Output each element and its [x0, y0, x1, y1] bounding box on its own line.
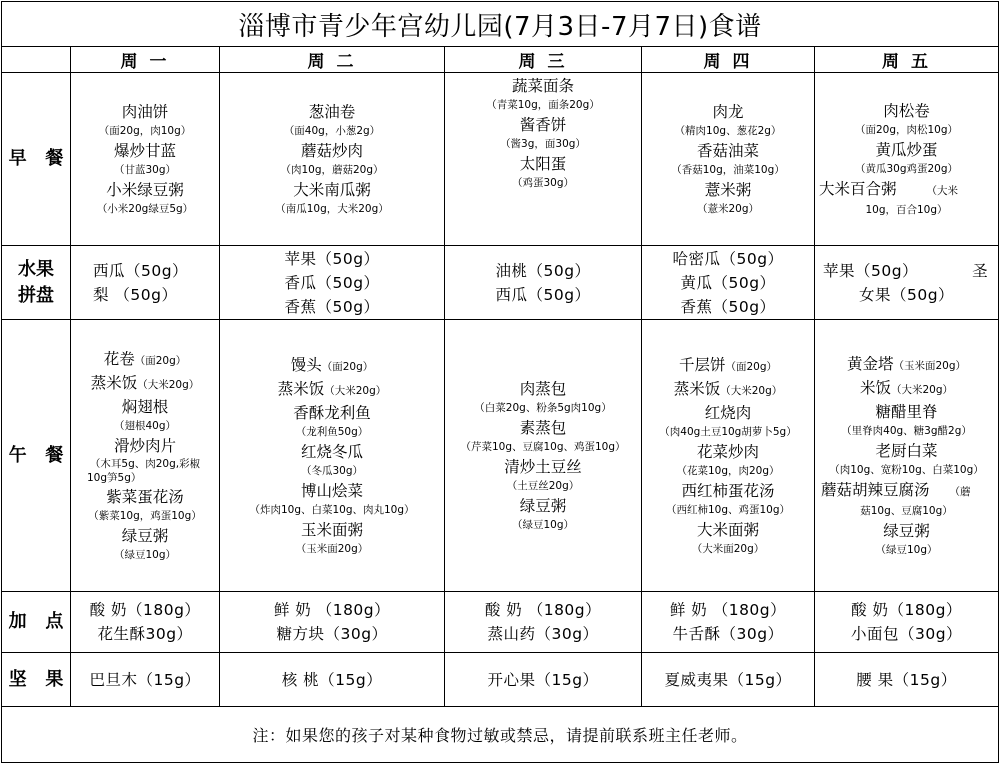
dish-name: 花菜炒肉 — [696, 442, 759, 461]
dish-name: 蒸米饭 — [673, 379, 721, 398]
lunch-wed — [445, 320, 642, 592]
nut-mon — [71, 653, 220, 707]
dish-name: 太阳蛋 — [519, 155, 567, 173]
dish-name: 葱油卷 — [308, 102, 356, 121]
snack-item: 酸 奶（180g） — [89, 601, 201, 619]
dish-ingredients: （面20g） — [725, 360, 778, 373]
fruit-fri — [815, 246, 999, 320]
dish-ingredients: （小米20g绿豆5g） — [96, 202, 194, 215]
nut-item: 夏威夷果（15g） — [664, 670, 792, 689]
dish-name: 绿豆粥 — [121, 526, 169, 545]
snack-item: 酸 奶 （180g） — [484, 601, 602, 619]
breakfast-fri — [815, 73, 999, 246]
snack-item: 花生酥30g） — [97, 625, 193, 643]
dish-ingredients: （面20g） — [321, 360, 374, 373]
dish-name: 红烧肉 — [704, 403, 752, 422]
dish-name: 肉油饼 — [121, 102, 169, 121]
fruit-thu — [642, 246, 815, 320]
fruit-mon — [71, 246, 220, 320]
dish-name: 爆炒甘蓝 — [113, 141, 176, 160]
dish-ingredients: （青菜10g，面条20g） — [486, 99, 600, 111]
dish-line — [815, 178, 998, 202]
fruit-item: 黄瓜（50g） — [680, 273, 776, 292]
page-title: 淄博市青少年宫幼儿园(7月3日-7月7日)食谱 — [2, 2, 999, 47]
dish-name: 肉蒸包 — [519, 379, 567, 398]
fruit-item: 苹果（50g） — [284, 249, 380, 268]
snack-fri — [815, 592, 999, 653]
dish-name: 米饭 — [859, 378, 891, 397]
dish-name: 蔬菜面条 — [511, 77, 574, 95]
dish-ingredients: （黄瓜30g鸡蛋20g） — [854, 162, 959, 175]
snack-tue — [220, 592, 445, 653]
dish-line — [815, 479, 998, 503]
day-header-thu: 周 四 — [642, 47, 815, 73]
dish-ingredients: （玉米面20g） — [893, 359, 967, 372]
breakfast-wed — [445, 73, 642, 246]
dish-name: 蘑菇炒肉 — [300, 141, 363, 160]
dish-line — [847, 353, 966, 377]
dish-ingredients: （白菜20g、粉条5g肉10g） — [474, 401, 612, 414]
dish-name: 玉米面粥 — [300, 520, 363, 539]
dish-ingredients: （面40g，小葱2g） — [283, 124, 381, 137]
row-label-fruit: 水果 拼盘 — [2, 246, 71, 320]
dish-name: 滑炒肉片 — [113, 436, 176, 455]
dish-ingredients: （绿豆10g） — [113, 548, 177, 561]
fruit-item: 香蕉（50g） — [680, 297, 776, 316]
dish-name: 香酥龙利鱼 — [293, 403, 371, 422]
nut-fri — [815, 653, 999, 707]
fruit-item-line — [815, 259, 998, 283]
breakfast-row — [2, 73, 999, 246]
nut-row — [2, 653, 999, 707]
dish-name: 大米面粥 — [696, 520, 759, 539]
dish-ingredients: （西红柿10g、鸡蛋10g） — [665, 503, 791, 516]
fruit-wed — [445, 246, 642, 320]
dish-line — [674, 378, 783, 402]
fruit-item: 香瓜（50g） — [284, 273, 380, 292]
day-header-tue: 周 二 — [220, 47, 445, 73]
snack-wed — [445, 592, 642, 653]
dish-ingredients: （炸肉10g、白菜10g、肉丸10g） — [249, 503, 415, 516]
dish-name: 红烧冬瓜 — [300, 442, 363, 461]
dish-name: 蒸米饭 — [90, 373, 138, 392]
dish-ingredients: （大米面20g） — [691, 542, 765, 555]
dish-name: 大米南瓜粥 — [293, 180, 371, 199]
fruit-item-cont: 圣 — [972, 261, 989, 280]
dish-ingredients: （蘑 — [949, 485, 971, 498]
dish-ingredients: 10g笋5g） — [87, 471, 142, 484]
dish-name: 千层饼 — [678, 355, 726, 374]
dish-ingredients: （面20g，肉10g） — [98, 124, 192, 137]
dish-name: 西红柿蛋花汤 — [681, 481, 775, 500]
lunch-fri — [815, 320, 999, 592]
dish-ingredients: （芹菜10g、豆腐10g、鸡蛋10g） — [460, 440, 626, 453]
day-header-row — [2, 47, 999, 73]
nut-item: 腰 果（15g） — [856, 670, 957, 689]
dish-name: 博山烩菜 — [300, 481, 363, 500]
allergy-note: 注：如果您的孩子对某种食物过敏或禁忌，请提前联系班主任老师。 — [2, 707, 999, 763]
dish-line — [104, 348, 187, 372]
dish-ingredients: （酱3g，面30g） — [500, 138, 586, 150]
nut-item: 开心果（15g） — [487, 670, 599, 689]
dish-ingredients: （肉10g、宽粉10g、白菜10g） — [829, 463, 984, 476]
dish-ingredients: （翅根40g） — [113, 419, 177, 432]
note-row — [2, 707, 999, 763]
dish-name: 肉松卷 — [883, 101, 930, 120]
dish-line — [91, 372, 200, 396]
dish-name: 素蒸包 — [519, 418, 567, 437]
dish-ingredients: （木耳5g、肉20g,彩椒 — [89, 457, 201, 470]
lunch-tue — [220, 320, 445, 592]
dish-name: 焖翅根 — [121, 397, 169, 416]
dish-line — [860, 377, 953, 401]
fruit-item-cont: 女果（50g） — [858, 285, 955, 304]
dish-name: 花卷 — [103, 349, 135, 368]
dish-ingredients: （大米 — [926, 184, 959, 197]
fruit-item: 苹果（50g） — [823, 261, 919, 280]
nut-tue — [220, 653, 445, 707]
dish-name: 清炒土豆丝 — [504, 457, 582, 476]
dish-ingredients: 菇10g、豆腐10g） — [860, 504, 953, 517]
dish-ingredients: （大米20g） — [720, 384, 783, 397]
dish-ingredients: （香菇10g，油菜10g） — [671, 163, 785, 176]
dish-ingredients: 10g，百合10g） — [865, 203, 948, 216]
dish-ingredients: （绿豆10g） — [511, 518, 575, 531]
row-label-lunch: 午 餐 — [2, 320, 71, 592]
dish-ingredients: （大米20g） — [890, 383, 954, 396]
dish-name: 绿豆粥 — [883, 521, 930, 540]
snack-item: 糖方块（30g） — [276, 625, 388, 643]
lunch-mon — [71, 320, 220, 592]
fruit-item: 哈密瓜（50g） — [672, 249, 784, 268]
dish-name: 绿豆粥 — [519, 496, 567, 515]
snack-thu — [642, 592, 815, 653]
snack-item: 酸 奶（180g） — [851, 601, 962, 619]
dish-name: 大米百合粥 — [819, 179, 897, 198]
row-label-nut: 坚 果 — [2, 653, 71, 707]
dish-ingredients: （鸡蛋30g） — [511, 177, 575, 189]
nut-item: 巴旦木（15g） — [89, 670, 201, 689]
nut-thu — [642, 653, 815, 707]
snack-item: 鲜 奶 （180g） — [273, 601, 391, 619]
dish-name: 小米绿豆粥 — [106, 180, 184, 199]
dish-ingredients: （面20g） — [134, 354, 187, 367]
fruit-item: 香蕉（50g） — [284, 297, 380, 316]
fruit-item: 西瓜（50g） — [495, 285, 591, 304]
dish-ingredients: （薏米20g） — [696, 202, 760, 215]
dish-name: 肉龙 — [712, 102, 744, 121]
breakfast-mon — [71, 73, 220, 246]
lunch-thu — [642, 320, 815, 592]
snack-mon — [71, 592, 220, 653]
dish-name: 黄金塔 — [846, 354, 894, 373]
dish-line — [679, 354, 777, 378]
snack-item: 牛舌酥（30g） — [672, 625, 784, 643]
dish-ingredients: （玉米面20g） — [295, 542, 369, 555]
dish-ingredients: （冬瓜30g） — [300, 464, 364, 477]
dish-name: 糖醋里脊 — [875, 402, 938, 421]
day-header-wed: 周 三 — [445, 47, 642, 73]
dish-name: 蒸米饭 — [277, 379, 325, 398]
dish-name: 黄瓜炒蛋 — [875, 140, 938, 159]
snack-item: 蒸山药（30g） — [487, 625, 599, 643]
breakfast-thu — [642, 73, 815, 246]
dish-name: 薏米粥 — [704, 180, 752, 199]
dish-ingredients: （南瓜10g，大米20g） — [275, 202, 389, 215]
dish-name: 紫菜蛋花汤 — [106, 487, 184, 506]
header-corner — [2, 47, 71, 73]
weekly-menu-table — [1, 1, 999, 763]
dish-ingredients: （大米20g） — [324, 384, 387, 397]
snack-row — [2, 592, 999, 653]
fruit-item: 油桃（50g） — [495, 261, 591, 280]
dish-name: 蘑菇胡辣豆腐汤 — [821, 480, 930, 499]
dish-ingredients: （花菜10g，肉20g） — [676, 464, 780, 477]
dish-name: 香菇油菜 — [696, 141, 759, 160]
dish-name: 酱香饼 — [519, 116, 567, 134]
row-label-breakfast: 早 餐 — [2, 73, 71, 246]
dish-name: 老厨白菜 — [875, 441, 938, 460]
fruit-row — [2, 246, 999, 320]
dish-ingredients: （紫菜10g，鸡蛋10g） — [88, 509, 202, 522]
dish-ingredients: （肉40g土豆10g胡萝卜5g） — [659, 425, 797, 438]
dish-ingredients: （龙利鱼50g） — [295, 425, 369, 438]
breakfast-tue — [220, 73, 445, 246]
nut-item: 核 桃（15g） — [281, 670, 383, 689]
dish-line — [278, 378, 387, 402]
dish-ingredients: （绿豆10g） — [875, 543, 938, 556]
day-header-fri: 周 五 — [815, 47, 999, 73]
dish-ingredients: （里脊肉40g、糖3g醋2g） — [841, 424, 972, 437]
dish-name: 馒头 — [290, 355, 322, 374]
fruit-item: 西瓜（50g） — [93, 261, 189, 280]
dish-ingredients: （面20g，肉松10g） — [854, 123, 959, 136]
dish-ingredients: （土豆丝20g） — [506, 479, 580, 492]
snack-item: 鲜 奶 （180g） — [669, 601, 787, 619]
snack-item: 小面包（30g） — [850, 625, 963, 643]
fruit-tue — [220, 246, 445, 320]
dish-ingredients: （大米20g） — [137, 378, 200, 391]
lunch-row — [2, 320, 999, 592]
dish-ingredients: （精肉10g、葱花2g） — [674, 124, 782, 137]
day-header-mon: 周 一 — [71, 47, 220, 73]
dish-line — [291, 354, 374, 378]
nut-wed — [445, 653, 642, 707]
fruit-item: 梨 （50g） — [93, 285, 178, 304]
dish-ingredients: （甘蓝30g） — [113, 163, 177, 176]
row-label-snack: 加 点 — [2, 592, 71, 653]
dish-ingredients: （肉10g，蘑菇20g） — [280, 163, 384, 176]
